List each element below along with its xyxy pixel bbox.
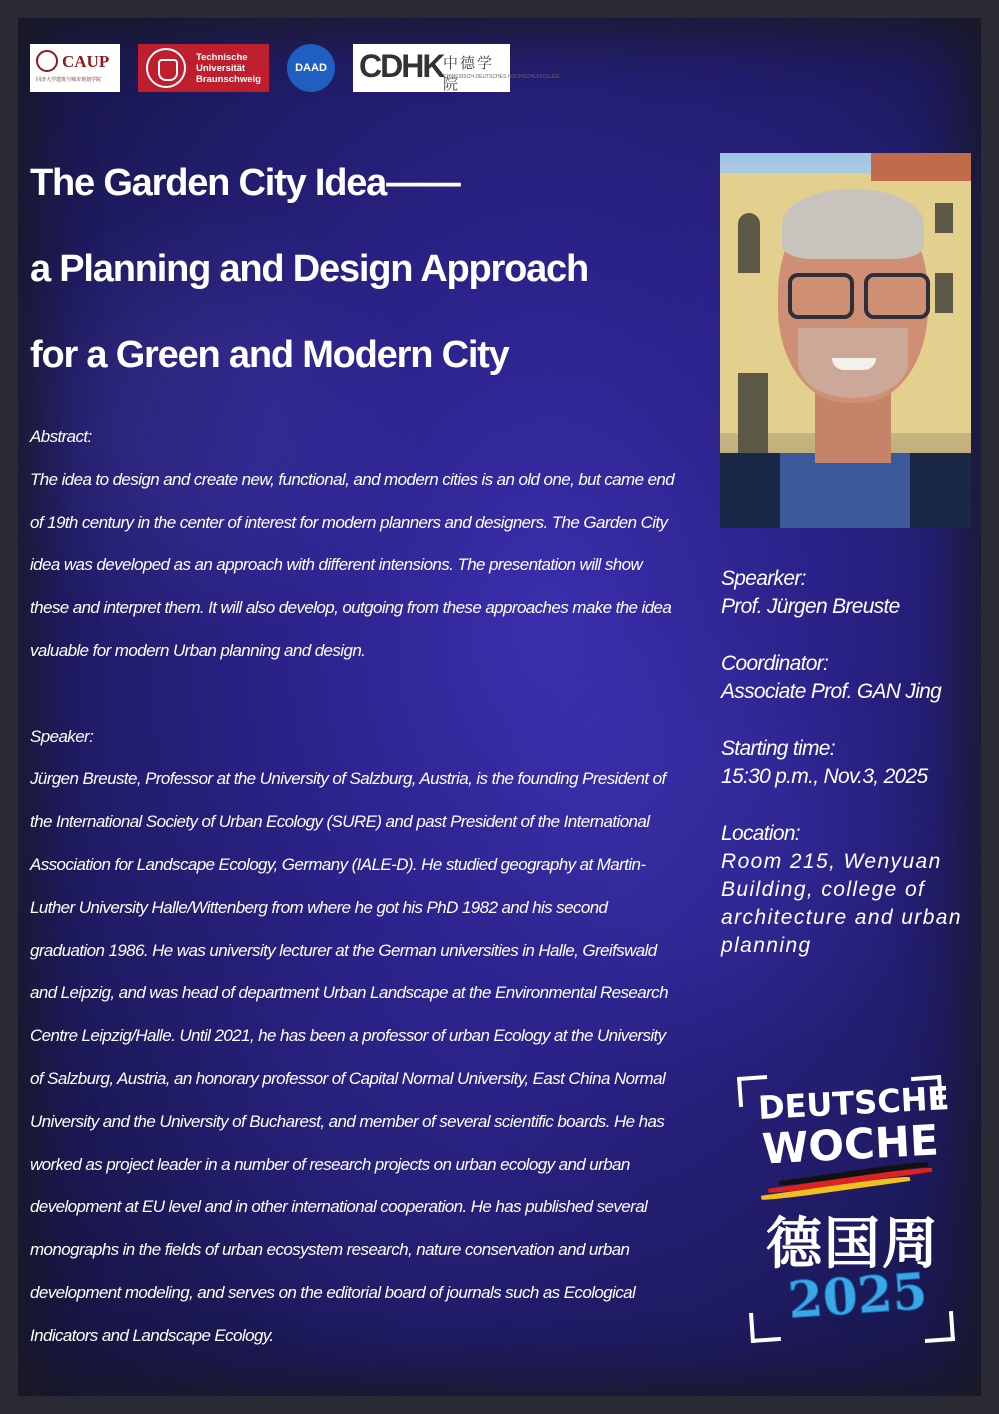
info-coordinator-label: Coordinator:: [721, 652, 829, 675]
tu-logo-line2: Universität: [196, 63, 246, 74]
abstract-text: The idea to design and create new, functional, and modern cities is an old one, but came end of 19th century in the center of interest for modern planners and designers. The Garden City idea was developed as an approach with different intensions. The presentation will show these and interpret them. It will also develop, outgoing from these approaches make the idea valuable for modern Urban planning and design.: [30, 469, 675, 660]
photo-window: [935, 273, 953, 313]
emblem-chinese: 德国周: [766, 1212, 940, 1277]
info-location: [721, 820, 981, 960]
info-location-value: Room 215, Wenyuan Building, college of architecture and urban planning: [721, 850, 962, 957]
photo-shirt: [780, 453, 910, 528]
title-line-2: a Planning and Design Approach: [30, 248, 588, 290]
caup-logo-subtitle: 同济大学建筑与城市规划学院: [36, 77, 102, 83]
tongji-caup-logo: [30, 44, 120, 92]
info-time: [721, 735, 981, 791]
info-coordinator-value: Associate Prof. GAN Jing: [721, 680, 942, 703]
info-location-label: Location:: [721, 822, 800, 845]
info-time-value: 15:30 p.m., Nov.3, 2025: [721, 765, 928, 788]
title-line-3: for a Green and Modern City: [30, 334, 509, 376]
cdhk-logo: [353, 44, 560, 93]
cdhk-logo-chinese: 中德学院: [443, 55, 495, 93]
cdhk-logo-subtitle: CHINESISCH-DEUTSCHES HOCHSCHULKOLLEG: [443, 74, 560, 80]
photo-glasses-right: [864, 273, 930, 319]
speaker-bio-label: Speaker:: [30, 726, 94, 746]
tu-lion-emblem-icon: [146, 48, 186, 88]
deutsche-woche-emblem: [738, 1076, 954, 1342]
title-line-1: The Garden City Idea——: [30, 162, 460, 204]
info-coordinator: [721, 650, 981, 706]
emblem-woche: WOCHE: [760, 1115, 940, 1174]
photo-roof: [871, 153, 971, 181]
info-speaker: [721, 565, 981, 621]
cdhk-logo-mark: [359, 48, 443, 85]
speaker-photo: [720, 153, 971, 528]
lecture-description: [30, 416, 682, 1358]
abstract-label: Abstract:: [30, 427, 92, 446]
bracket-bottom-left-icon: [749, 1311, 781, 1343]
emblem-year: 2025: [786, 1261, 930, 1330]
tu-logo-line3: Braunschweig: [196, 74, 261, 85]
photo-hair: [782, 189, 924, 259]
info-speaker-value: Prof. Jürgen Breuste: [721, 595, 900, 618]
cdhk-mark-text: CDHK: [359, 48, 444, 84]
photo-door: [738, 373, 768, 453]
lecture-title: [30, 140, 700, 398]
tu-logo-text: [196, 52, 261, 85]
photo-window: [935, 203, 953, 233]
caup-logo-text: CAUP: [62, 52, 110, 71]
tu-braunschweig-logo: [138, 44, 269, 92]
photo-smile: [832, 358, 876, 370]
info-speaker-label: Spearker:: [721, 567, 806, 590]
emblem-deutsche: DEUTSCHE: [757, 1079, 951, 1127]
photo-window: [738, 213, 760, 273]
info-time-label: Starting time:: [721, 737, 835, 760]
tu-logo-line1: Technische: [196, 52, 248, 63]
daad-logo: DAAD: [287, 44, 335, 92]
speaker-bio-text: Jürgen Breuste, Professor at the University of Salzburg, Austria, is the founding President of the International Society of Urban Ecology (SURE) and past President of the International Association for Landscape Ecology, Germany (IALE-D). He studied geography at Martin-Luther University Halle/Wittenberg from where he got his PhD 1982 and his second graduation 1986. He was university lecturer at the German universities in Halle, Greifswald and Leipzig, and was head of department Urban Landscape at the Environmental Research Centre Leipzig/Halle. Until 2021, he has been a professor of urban Ecology at the University of Salzburg, Austria, an honorary professor of Capital Normal University, East China Normal University and the University of Bucharest, and member of several scientific boards. He has worked as project leader in a number of research projects on urban ecology and urban development at EU level and in other international cooperation. He has published several monographs in the fields of urban ecosystem research, nature conservation and urban development modeling, and serves on the editorial board of journals such as Ecological Indicators and Landscape Ecology.: [30, 769, 668, 1345]
event-info: [721, 565, 981, 989]
photo-glasses-left: [788, 273, 854, 319]
section-gap: [30, 673, 682, 716]
tongji-emblem-icon: [36, 50, 58, 72]
